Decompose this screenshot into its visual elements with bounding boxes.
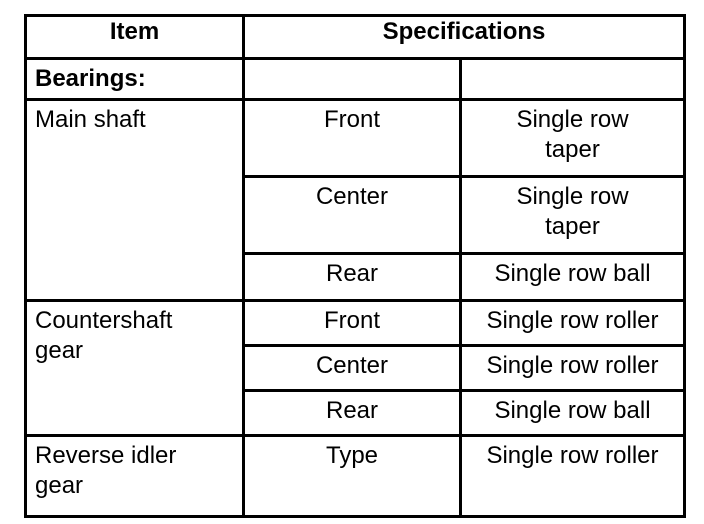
position-cell: Rear [244, 254, 461, 301]
position-cell: Front [244, 100, 461, 177]
table-row [26, 436, 685, 517]
table-row [26, 301, 685, 346]
value-cell: Single row roller [461, 346, 685, 391]
item-line: Countershaft gear [35, 307, 173, 364]
bearing-spec-table [24, 14, 686, 518]
value-cell: Single row roller [461, 301, 685, 346]
header-row [26, 16, 685, 59]
value-cell: Single row ball [461, 391, 685, 436]
item-line: Reverse idler gear [35, 442, 177, 499]
item-reverse-idler-gear [26, 436, 244, 517]
position-cell: Type [244, 436, 461, 517]
item-countershaft-gear [26, 301, 244, 436]
section-label-bearings: Bearings: [26, 59, 244, 100]
position-cell: Center [244, 346, 461, 391]
value-line: Single row taper [516, 106, 629, 163]
specifications-column-header: Specifications [244, 16, 685, 59]
value-cell: Single row ball [461, 254, 685, 301]
item-main-shaft: Main shaft [26, 100, 244, 301]
empty-cell [244, 59, 461, 100]
position-cell: Front [244, 301, 461, 346]
value-cell [461, 177, 685, 254]
item-column-header: Item [26, 16, 244, 59]
value-cell [461, 100, 685, 177]
empty-cell [461, 59, 685, 100]
position-cell: Center [244, 177, 461, 254]
position-cell: Rear [244, 391, 461, 436]
value-line: Single row taper [516, 183, 629, 240]
section-row [26, 59, 685, 100]
table-row [26, 100, 685, 177]
value-cell: Single row roller [461, 436, 685, 517]
